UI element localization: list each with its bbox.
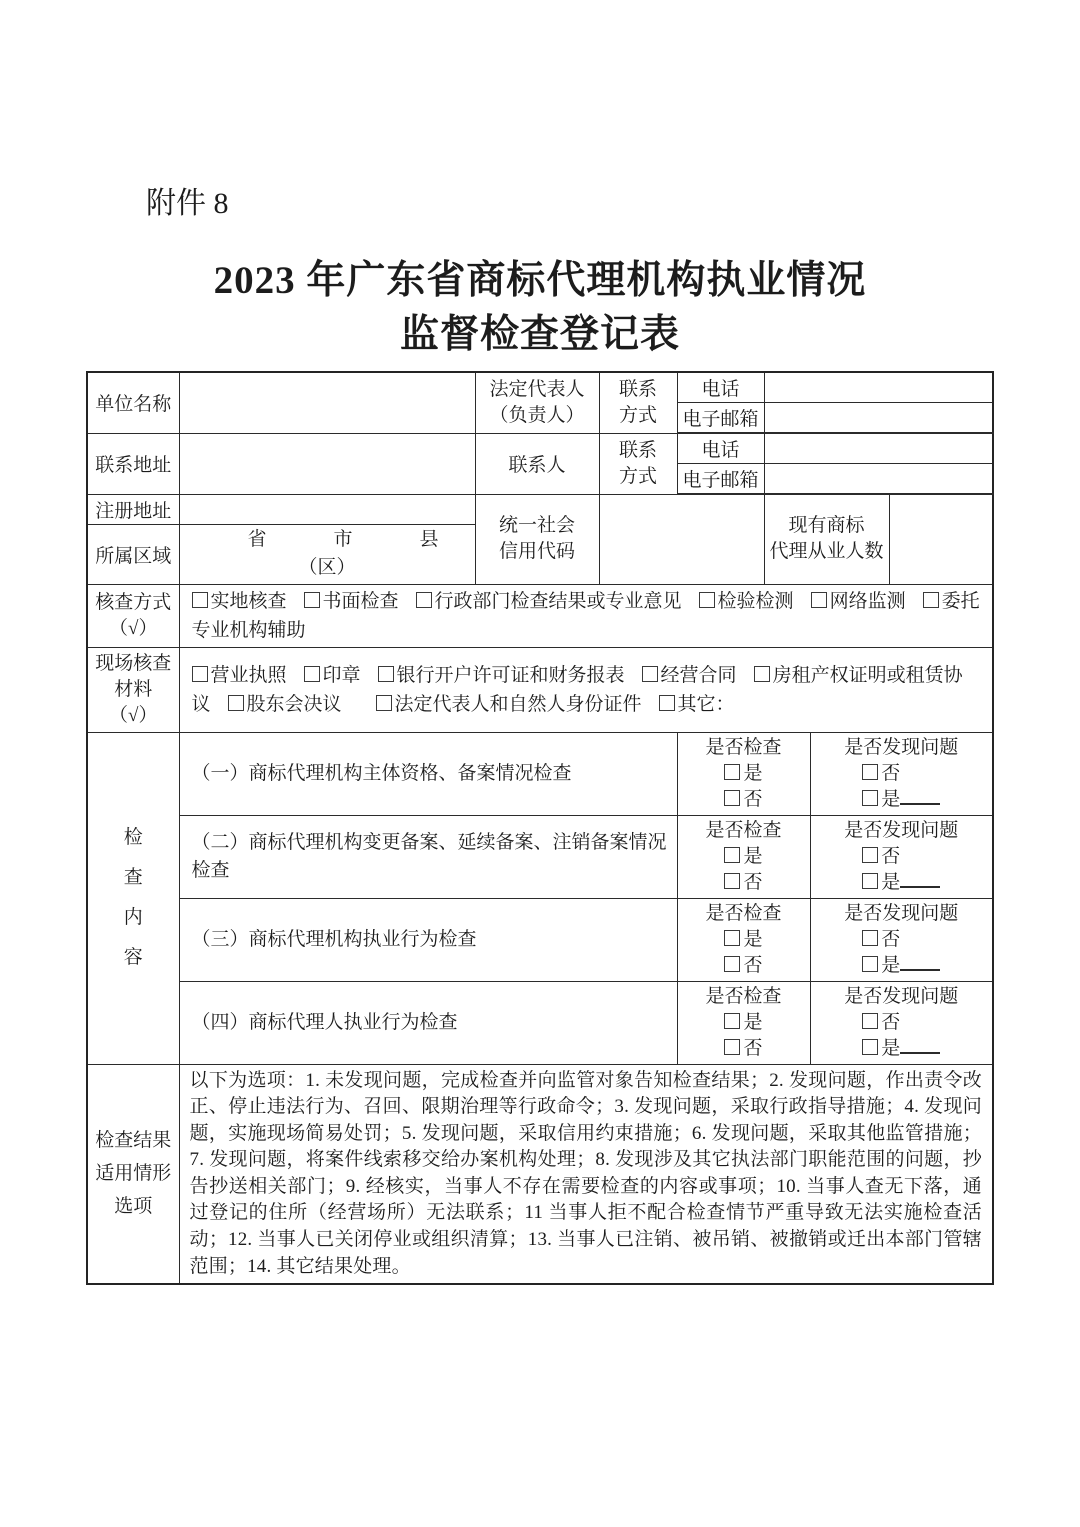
yes-option	[862, 953, 940, 979]
result-options-text: 以下为选项：1. 未发现问题，完成检查并向监管对象告知检查结果；2. 发现问题，作出责令改正、停止违法行为、召回、限期治理等行政命令；3. 发现问题，采取行政指导措施；4. 发现问题，实施现场简易处罚；5. 发现问题，采取信用约束措施；6. 发现问题，采取其他监管措施；7. 发现问题，将案件线索移交给办案机构处理；8. 发现涉及其它执法部门职能范围的问题，抄告抄送相关部门；9. 经核实，当事人不存在需要检查的内容或事项；10. 当事人查无下落，通过登记的住所（经营场所）无法联系；11 当事人拒不配合检查情节严重导致无法实施检查活动；12. 当事人已关闭停业或组织清算；13. 当事人已注销、被吊销、被撤销或迁出本部门管辖范围；14. 其它结果处理。	[179, 1064, 993, 1284]
district-label: （区）	[298, 557, 356, 578]
phone-value-cell-1	[764, 372, 993, 403]
yes-option-label: 是	[881, 788, 901, 810]
unit-name-value-cell	[179, 372, 475, 433]
checkbox-option	[304, 591, 399, 612]
no-option	[862, 1010, 940, 1036]
materials-options-cell	[179, 647, 993, 732]
checkbox-option-label: 经营合同	[660, 664, 737, 686]
problem-found-cell	[810, 981, 993, 1064]
result-options-label	[87, 1064, 179, 1284]
email-value-cell-1	[764, 403, 993, 434]
agents-count-value-cell	[889, 494, 993, 584]
no-option-label: 否	[881, 762, 901, 784]
checkbox-option-label: 书面检查	[322, 590, 399, 612]
check-content-label-char: 查	[123, 867, 143, 888]
contact-address-label: 联系地址	[87, 433, 179, 494]
attachment-label: 附件 8	[146, 187, 229, 220]
inspect-status-cell	[677, 898, 810, 981]
uscc-label-line1: 统一社会	[498, 515, 575, 536]
checkbox-icon	[376, 695, 392, 711]
problem-header: 是否发现问题	[844, 736, 959, 758]
fill-in-blank-line	[900, 790, 940, 805]
problem-found-cell	[810, 732, 993, 815]
no-option	[724, 870, 762, 896]
checkbox-icon	[416, 592, 432, 608]
check-item-text: （三）商标代理机构执业行为检查	[179, 898, 677, 981]
no-option	[724, 953, 762, 979]
inspect-header: 是否检查	[705, 985, 782, 1007]
yes-option-label: 是	[743, 928, 763, 950]
check-content-label-char: 容	[123, 947, 143, 968]
no-option	[724, 1036, 762, 1062]
yes-option	[862, 1036, 940, 1062]
checkbox-option-label: 检验检测	[717, 590, 794, 612]
checkbox-icon	[642, 666, 658, 682]
checkbox-icon	[862, 930, 878, 946]
yes-option	[862, 787, 940, 813]
checkbox-option-label: 委托专业机构辅助	[191, 590, 980, 641]
county-label: 县	[419, 529, 439, 550]
fill-in-blank-line	[900, 873, 940, 888]
yes-option-label: 是	[743, 762, 763, 784]
uscc-value-cell	[599, 494, 764, 584]
agents-count-label-line1: 现有商标	[788, 515, 865, 537]
checkbox-option	[659, 694, 735, 715]
no-option-label: 否	[743, 1037, 763, 1059]
checkbox-option-label: 网络监测	[829, 590, 906, 612]
no-option-label: 否	[743, 788, 763, 810]
checkbox-option-label: 营业执照	[210, 664, 287, 686]
materials-label	[87, 647, 179, 732]
checkbox-icon	[699, 592, 715, 608]
legal-representative-label	[475, 372, 599, 433]
contact-address-value-cell	[179, 433, 475, 494]
checkbox-icon	[304, 666, 320, 682]
check-item-text: （二）商标代理机构变更备案、延续备案、注销备案情况检查	[179, 815, 677, 898]
inspect-header: 是否检查	[705, 736, 782, 758]
registration-table	[86, 371, 994, 1285]
checkbox-icon	[862, 873, 878, 889]
yes-option-label: 是	[881, 954, 901, 976]
no-option-label: 否	[881, 928, 901, 950]
contact-person-label: 联系人	[475, 433, 599, 494]
materials-label-line2: 材料	[114, 678, 153, 700]
problem-header: 是否发现问题	[844, 902, 959, 924]
checkbox-icon	[862, 1039, 878, 1055]
verify-method-options-cell	[179, 584, 993, 647]
checkbox-icon	[862, 1013, 878, 1029]
contact-method-label-2	[599, 433, 677, 494]
checkbox-icon	[724, 847, 740, 863]
province-label: 省	[247, 529, 267, 550]
checkbox-icon	[724, 790, 740, 806]
verify-method-label	[87, 584, 179, 647]
no-option	[724, 787, 762, 813]
yes-option-label: 是	[743, 1011, 763, 1033]
yes-option	[724, 844, 762, 870]
checkbox-option-label: 其它：	[677, 693, 735, 715]
checkbox-icon	[862, 790, 878, 806]
checkbox-option	[378, 665, 625, 686]
inspect-status-cell	[677, 732, 810, 815]
checkbox-icon	[862, 764, 878, 780]
contact-method-label-2-line1: 联系	[618, 439, 657, 461]
check-item-text: （四）商标代理人执业行为检查	[179, 981, 677, 1064]
checkbox-icon	[724, 956, 740, 972]
email-label-2: 电子邮箱	[677, 464, 764, 495]
checkbox-icon	[304, 592, 320, 608]
problem-found-cell	[810, 815, 993, 898]
legal-representative-label-line1: 法定代表人	[489, 378, 585, 400]
inspect-status-cell	[677, 981, 810, 1064]
email-value-cell-2	[764, 464, 993, 495]
checkbox-option	[642, 665, 737, 686]
yes-option	[724, 761, 762, 787]
agents-count-label-line2: 代理从业人数	[769, 541, 884, 563]
form-title	[0, 254, 1080, 362]
checkbox-option	[699, 591, 794, 612]
registered-address-value-cell	[179, 494, 475, 524]
checkbox-option	[416, 591, 682, 612]
legal-representative-label-line2: （负责人）	[489, 404, 585, 426]
result-options-label-line1: 检查结果	[95, 1130, 172, 1152]
no-option-label: 否	[881, 845, 901, 867]
checkbox-option-label: 行政部门检查结果或专业意见	[434, 590, 682, 612]
yes-option	[862, 870, 940, 896]
checkbox-icon	[923, 592, 939, 608]
problem-header: 是否发现问题	[844, 985, 959, 1007]
yes-option	[724, 1010, 762, 1036]
verify-method-label-line2: （√）	[109, 617, 158, 639]
no-option-label: 否	[743, 954, 763, 976]
contact-method-label-2-line2: 方式	[618, 465, 657, 487]
check-content-label-char: 检	[123, 827, 143, 848]
checkbox-icon	[659, 695, 675, 711]
problem-found-cell	[810, 898, 993, 981]
checkbox-option-label: 银行开户许可证和财务报表	[396, 664, 625, 686]
form-title-line-2: 监督检查登记表	[399, 313, 680, 356]
contact-method-label-1	[599, 372, 677, 433]
problem-header: 是否发现问题	[844, 819, 959, 841]
materials-label-line1: 现场核查	[95, 652, 172, 674]
contact-method-label-1-line2: 方式	[618, 404, 657, 426]
checkbox-option	[192, 665, 287, 686]
result-options-label-line2: 适用情形	[95, 1163, 172, 1185]
yes-option-label: 是	[881, 871, 901, 893]
yes-option	[724, 927, 762, 953]
no-option	[862, 927, 940, 953]
phone-value-cell-2	[764, 433, 993, 464]
materials-label-line3: （√）	[109, 704, 158, 726]
region-label: 所属区域	[87, 524, 179, 584]
checkbox-icon	[724, 1039, 740, 1055]
checkbox-icon	[192, 666, 208, 682]
checkbox-icon	[811, 592, 827, 608]
yes-option-label: 是	[743, 845, 763, 867]
checkbox-option-label: 印章	[322, 664, 361, 686]
check-item-text: （一）商标代理机构主体资格、备案情况检查	[179, 732, 677, 815]
registered-address-label: 注册地址	[87, 494, 179, 524]
checkbox-icon	[724, 1013, 740, 1029]
checkbox-option-label: 实地核查	[210, 590, 287, 612]
contact-method-label-1-line1: 联系	[618, 378, 657, 400]
fill-in-blank-line	[900, 1039, 940, 1054]
agents-count-label	[764, 494, 889, 584]
checkbox-option	[811, 591, 906, 612]
checkbox-option	[192, 591, 287, 612]
form-title-line-1: 2023 年广东省商标代理机构执业情况	[213, 259, 867, 302]
city-label: 市	[333, 529, 353, 550]
inspect-status-cell	[677, 815, 810, 898]
checkbox-option	[228, 694, 342, 715]
result-options-label-line3: 选项	[114, 1196, 153, 1218]
phone-label-1: 电话	[677, 372, 764, 403]
uscc-label	[475, 494, 599, 584]
checkbox-icon	[228, 695, 244, 711]
checkbox-option-label: 法定代表人和自然人身份证件	[394, 693, 642, 715]
unit-name-label: 单位名称	[87, 372, 179, 433]
checkbox-icon	[862, 956, 878, 972]
no-option	[862, 844, 940, 870]
checkbox-icon	[724, 930, 740, 946]
email-label-1: 电子邮箱	[677, 403, 764, 434]
verify-method-label-line1: 核查方式	[95, 591, 172, 613]
checkbox-option-label: 股东会决议	[246, 693, 342, 715]
region-value-cell	[179, 524, 475, 584]
region-line1	[186, 526, 469, 554]
checkbox-icon	[192, 592, 208, 608]
inspect-header: 是否检查	[705, 819, 782, 841]
check-content-label-char: 内	[123, 907, 143, 928]
phone-label-2: 电话	[677, 433, 764, 464]
checkbox-option	[376, 694, 642, 715]
checkbox-option-label: 房租产权证明或租赁协议	[191, 664, 963, 715]
checkbox-icon	[862, 847, 878, 863]
checkbox-icon	[724, 764, 740, 780]
check-content-label	[87, 732, 179, 1064]
checkbox-icon	[724, 873, 740, 889]
no-option	[862, 761, 940, 787]
checkbox-icon	[378, 666, 394, 682]
checkbox-option	[304, 665, 361, 686]
no-option-label: 否	[743, 871, 763, 893]
fill-in-blank-line	[900, 956, 940, 971]
uscc-label-line2: 信用代码	[498, 541, 575, 562]
no-option-label: 否	[881, 1011, 901, 1033]
inspect-header: 是否检查	[705, 902, 782, 924]
yes-option-label: 是	[881, 1037, 901, 1059]
checkbox-icon	[754, 666, 770, 682]
